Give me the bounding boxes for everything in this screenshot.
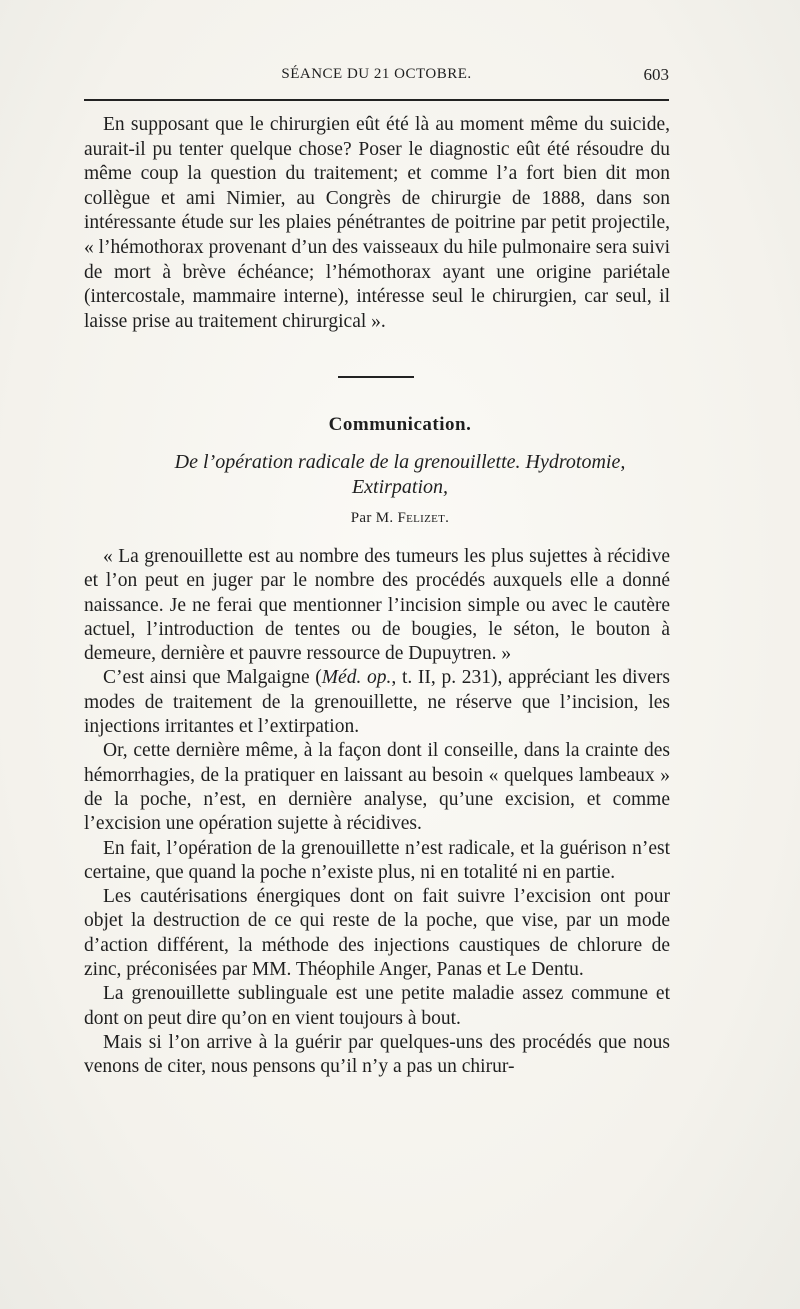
page-header bbox=[84, 62, 669, 92]
paragraph-7: Mais si l’on arrive à la guérir par quelques-uns des procédés que nous venons de citer, nous pensons qu’il n’y a pas un chirur- bbox=[84, 1031, 670, 1078]
byline-prefix: Par M. bbox=[350, 510, 394, 526]
paragraph-2 bbox=[84, 666, 670, 739]
paragraph-6: La grenouillette sublinguale est une petite maladie assez commune et dont on peut dire qu’on en vient toujours à bout. bbox=[84, 983, 670, 1029]
reference-med-op: Méd. op. bbox=[321, 667, 392, 689]
section-divider bbox=[338, 376, 414, 378]
paragraph-4: En fait, l’opération de la grenouillette n’est radicale, et la guérison n’est certaine, que quand la poche n’existe plus, ni en totalité ni en partie. bbox=[84, 837, 670, 883]
page-number: 603 bbox=[643, 65, 669, 84]
section-title: Communication. bbox=[328, 414, 472, 435]
running-title: SÉANCE DU 21 OCTOBRE. bbox=[281, 66, 472, 82]
byline bbox=[0, 510, 800, 527]
article-body bbox=[84, 545, 670, 1080]
article-title-line2: Extirpation, bbox=[351, 476, 449, 498]
byline-author: Felizet. bbox=[397, 510, 450, 526]
paragraph-5: Les cautérisations énergiques dont on fait suivre l’excision ont pour objet la destruction de ce qui reste de la poche, que vise, par un mode d’action différent, la méthode des injections caustiques de chlorure de zinc, préconisées par MM. Théophile Anger, Panas et Le Dentu. bbox=[84, 886, 670, 981]
paragraph-2-end: , t. II, p. 231), appréciant les divers modes de traitement de la grenouillette, ne réserve que l’incision, les injections irritantes et l’extirpation. bbox=[84, 667, 671, 738]
article-title-line1: De l’opération radicale de la grenouillette. Hydrotomie, bbox=[174, 451, 626, 473]
intro-paragraph: En supposant que le chirurgien eût été là au moment même du suicide, aurait-il pu tenter quelque chose? Poser le diagnostic eût été résoudre du même coup la question du traitement; et comme l’a fort bien dit mon collègue et ami Nimier, au Congrès de chirurgie de 1888, dans son intéressante étude sur les plaies pénétrantes de poitrine par petit projectile, « l’hémothorax provenant d’un des vaisseaux du hile pulmonaire sera suivi de mort à brève échéance; l’hémothorax ayant une origine pariétale (intercostale, mammaire interne), intéresse seul le chirurgien, car seul, il laisse prise au traitement chirurgical ». bbox=[84, 114, 670, 332]
paragraph-3: Or, cette dernière même, à la façon dont il conseille, dans la crainte des hémorrhagies, de la pratiquer en laissant au besoin « quelques lambeaux » de la poche, n’est, en dernière analyse, qu’une excision, et comme l’excision une opération sujette à récidives. bbox=[84, 740, 670, 835]
paragraph-1: « La grenouillette est au nombre des tumeurs les plus sujettes à récidive et l’on peut en juger par le nombre des procédés auxquels elle a donné naissance. Je ne ferai que mentionner l’incision simple ou avec le cautère actuel, l’introduction de tentes ou de bougies, le séton, le bouton à demeure, dernière et pauvre ressource de Dupuytren. » bbox=[84, 546, 670, 665]
header-rule bbox=[84, 99, 669, 101]
article-title bbox=[110, 450, 690, 500]
paragraph-2-start: C’est ainsi que Malgaigne ( bbox=[103, 667, 322, 689]
intro-text bbox=[84, 113, 670, 334]
